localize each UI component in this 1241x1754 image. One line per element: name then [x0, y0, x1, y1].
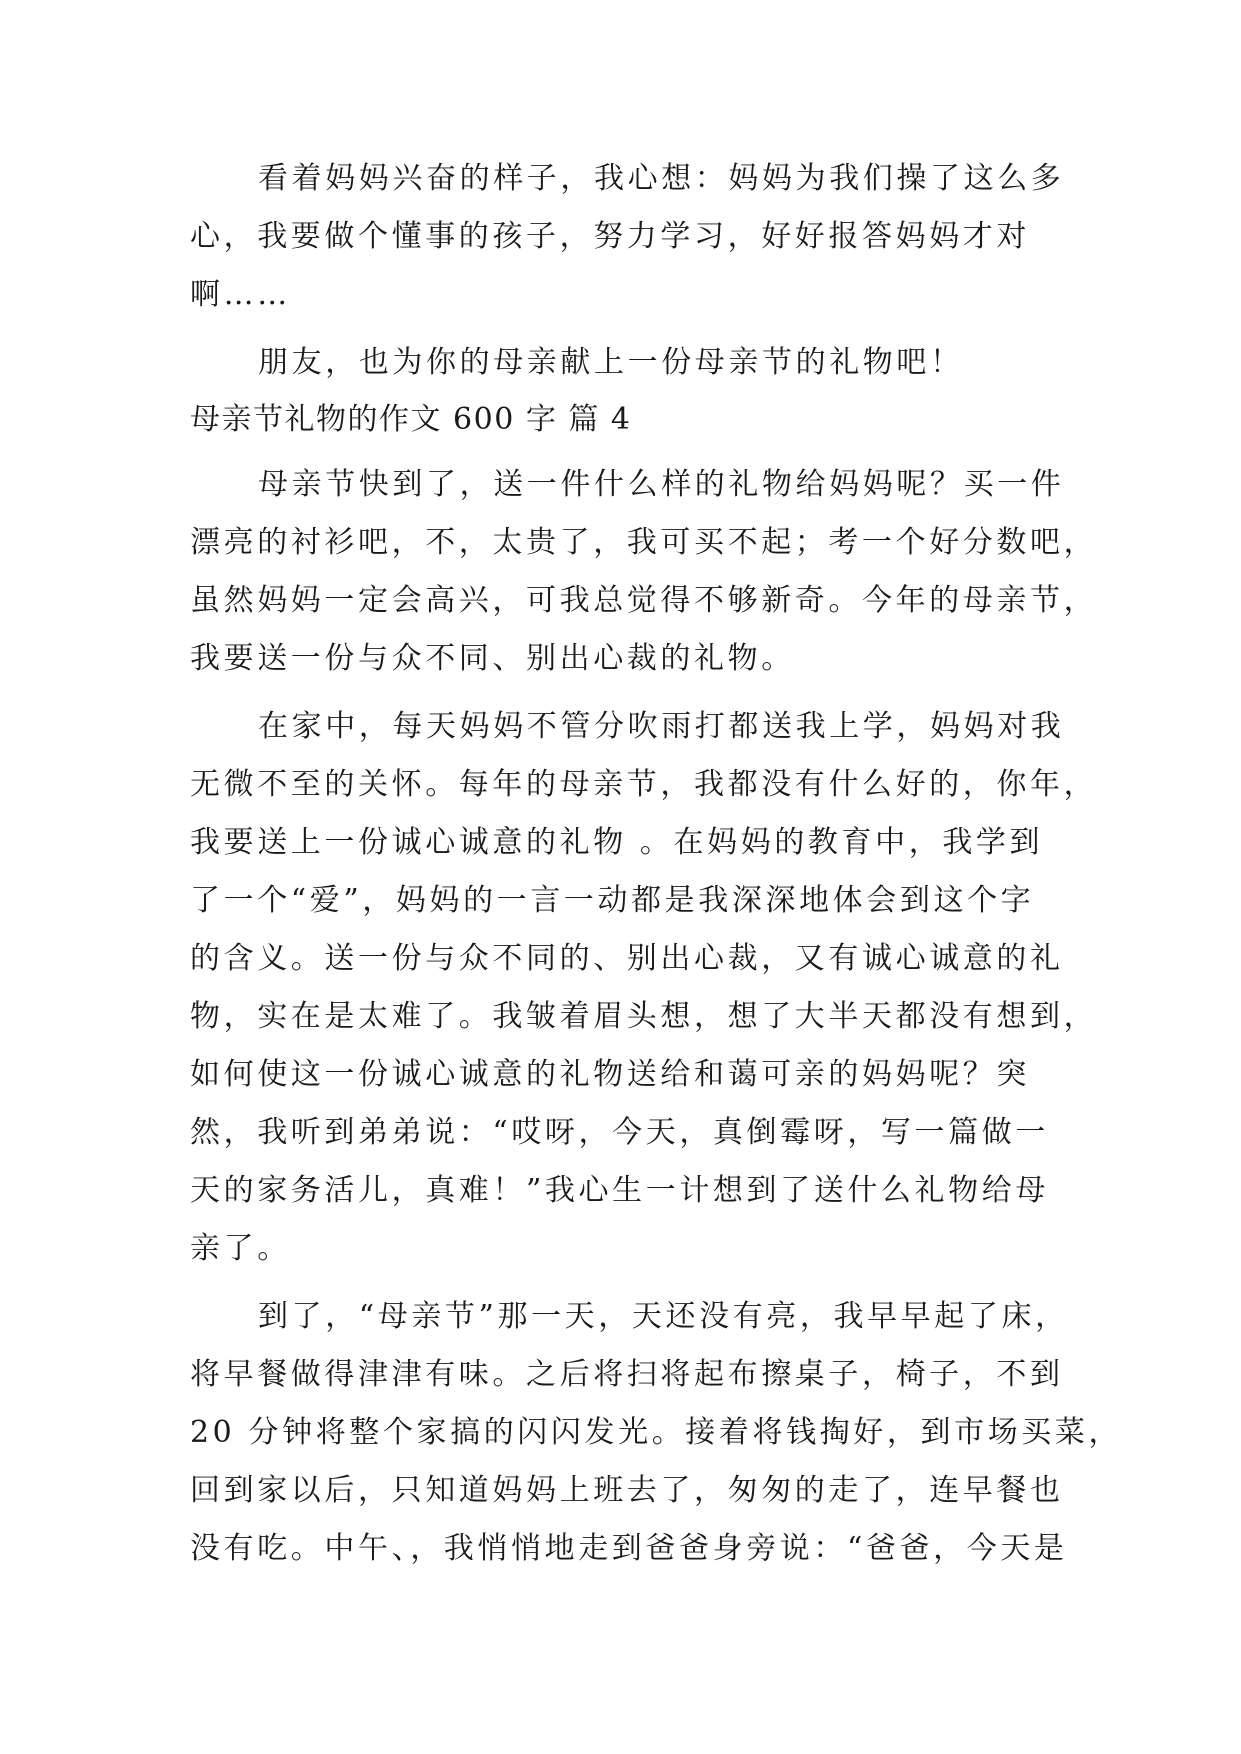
- text-line: 回到家以后，只知道妈妈上班去了，匆匆的走了，连早餐也: [190, 1473, 1064, 1508]
- text-line: 然，我听到弟弟说：“哎呀，今天，真倒霉呀，写一篇做一: [190, 1115, 1049, 1150]
- text-line: 朋友，也为你的母亲献上一份母亲节的礼物吧！: [258, 345, 964, 380]
- text-line: 天的家务活儿，真难！”我心生一计想到了送什么礼物给母: [190, 1173, 1049, 1208]
- paragraph-1: [190, 456, 1098, 688]
- text-line: 了一个“爱”，妈妈的一言一动都是我深深地体会到这个字: [190, 883, 1035, 918]
- text-line: 亲了。: [190, 1231, 291, 1266]
- text-column: [190, 150, 1123, 1578]
- text-line: 啊……: [190, 277, 291, 312]
- text-line: 将早餐做得津津有味。之后将扫将起布擦桌子，椅子，不到: [190, 1357, 1064, 1392]
- paragraph-2: [190, 698, 1098, 1278]
- text-line: 在家中，每天妈妈不管分吹雨打都送我上学，妈妈对我: [258, 709, 1065, 744]
- text-line: 如何使这一份诚心诚意的礼物送给和蔼可亲的妈妈呢？突: [190, 1057, 1030, 1092]
- text-line: 物，实在是太难了。我皱着眉头想，想了大半天都没有想到，: [190, 999, 1098, 1034]
- text-line: 我要送一份与众不同、别出心裁的礼物。: [190, 641, 795, 676]
- text-line: 没有吃。中午、，我悄悄地走到爸爸身旁说：“爸爸，今天是: [190, 1531, 1068, 1566]
- text-line: 母亲节快到了，送一件什么样的礼物给妈妈呢？买一件: [258, 467, 1065, 502]
- text-line: 虽然妈妈一定会高兴，可我总觉得不够新奇。今年的母亲节，: [190, 583, 1098, 618]
- paragraph-3: [190, 1288, 1123, 1578]
- text-line: 20 分钟将整个家搞的闪闪发光。接着将钱掏好，到市场买菜，: [190, 1415, 1123, 1450]
- paragraph-closing: [190, 334, 1052, 392]
- paragraph-intro: [190, 150, 1065, 324]
- text-line: 到了，“母亲节”那一天，天还没有亮，我早早起了床，: [258, 1299, 1069, 1334]
- section-heading: 母亲节礼物的作文 600 字 篇 4: [190, 402, 632, 437]
- text-line: 心，我要做个懂事的孩子，努力学习，好好报答妈妈才对: [190, 219, 1030, 254]
- text-line: 无微不至的关怀。每年的母亲节，我都没有什么好的，你年，: [190, 767, 1098, 802]
- text-line: 的含义。送一份与众不同的、别出心裁，又有诚心诚意的礼: [190, 941, 1064, 976]
- text-line: 漂亮的衬衫吧，不，太贵了，我可买不起；考一个好分数吧，: [190, 525, 1098, 560]
- text-line: 看着妈妈兴奋的样子，我心想：妈妈为我们操了这么多: [258, 161, 1065, 196]
- text-line: 我要送上一份诚心诚意的礼物 。在妈妈的教育中，我学到: [190, 825, 1044, 860]
